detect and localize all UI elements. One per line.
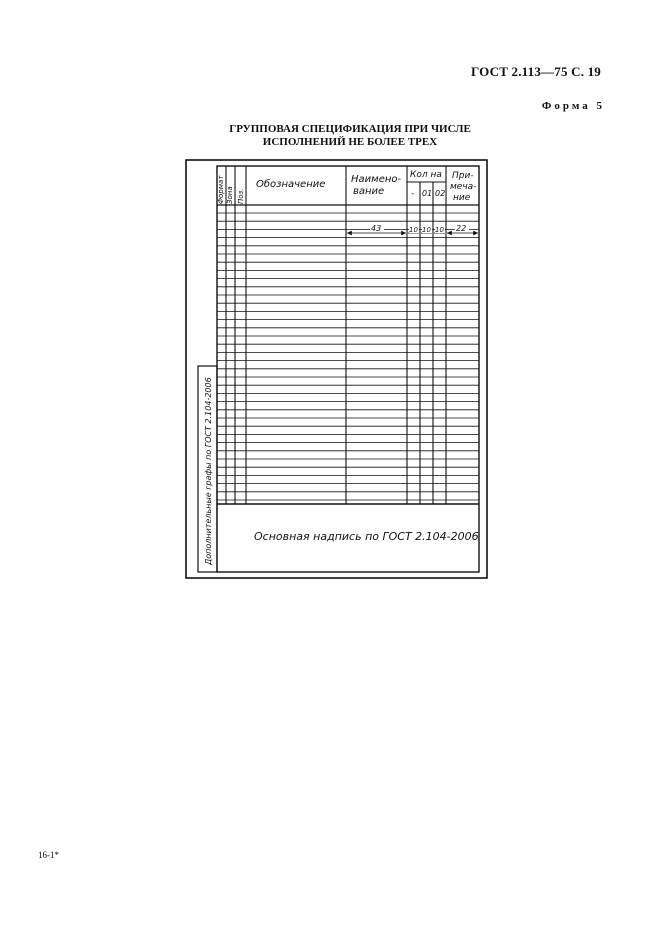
header-note-line1: При- bbox=[452, 171, 474, 181]
header-name-line1: Наимено- bbox=[351, 174, 402, 185]
header-name-line2: вание bbox=[353, 186, 385, 197]
header-note-line3: ние bbox=[453, 193, 471, 203]
header-qty: Кол на bbox=[410, 170, 442, 180]
title-line-1: ГРУППОВАЯ СПЕЦИФИКАЦИЯ ПРИ ЧИСЛЕ bbox=[229, 123, 471, 135]
header-note-line2: меча- bbox=[450, 182, 477, 192]
dimension-10-c: 10 bbox=[435, 226, 444, 234]
dimension-43: 43 bbox=[371, 224, 382, 233]
footer-code: 16-1* bbox=[38, 850, 59, 860]
side-columns-label: Дополнительные графы по ГОСТ 2.104-2006 bbox=[204, 377, 213, 565]
form-label: Форма 5 bbox=[541, 100, 605, 112]
title-line-2: ИСПОЛНЕНИЙ НЕ БОЛЕЕ ТРЕХ bbox=[262, 136, 438, 148]
dimension-10-a: 10 bbox=[409, 226, 418, 234]
header-zone: Зона bbox=[226, 186, 234, 204]
header-position: Поз. bbox=[237, 188, 245, 204]
header-qty-02: 02 bbox=[435, 189, 446, 198]
dimension-22: 22 bbox=[456, 224, 467, 233]
page-reference: ГОСТ 2.113—75 С. 19 bbox=[471, 64, 601, 79]
dimension-10-b: 10 bbox=[422, 226, 431, 234]
header-qty-01: 01 bbox=[422, 189, 433, 198]
header-qty-dash: - bbox=[411, 189, 415, 199]
header-format: Формат bbox=[217, 175, 225, 204]
header-designation: Обозначение bbox=[256, 179, 326, 190]
title-block-label: Основная надпись по ГОСТ 2.104-2006 bbox=[254, 530, 479, 543]
